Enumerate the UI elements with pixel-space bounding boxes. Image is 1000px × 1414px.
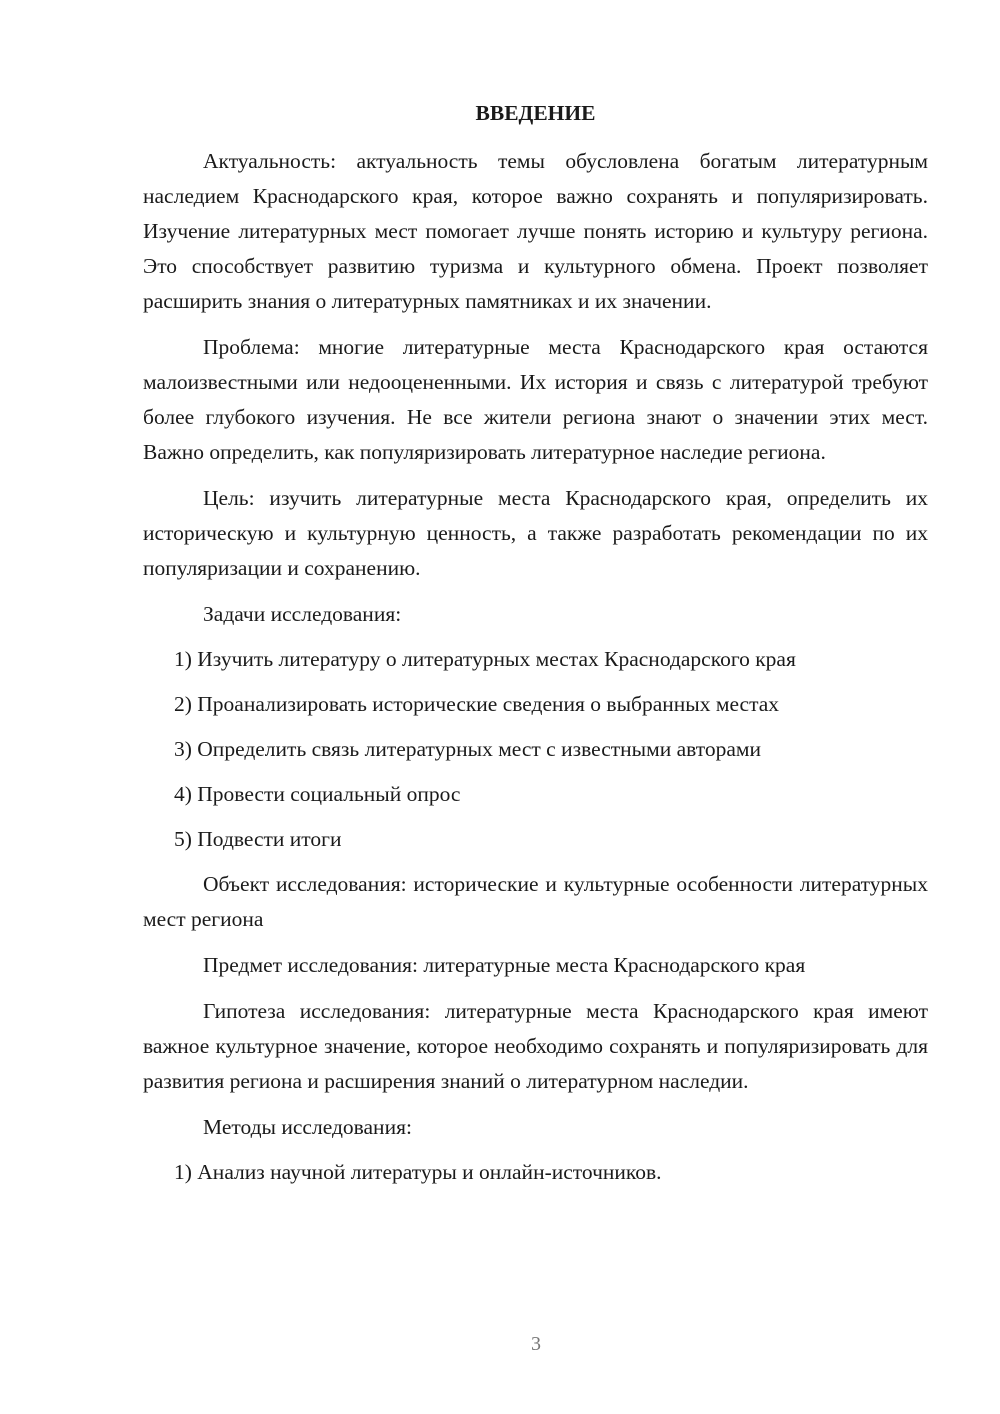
tasks-heading: Задачи исследования: [203, 602, 402, 626]
method-item: 1) Анализ научной литературы и онлайн-источников. [174, 1160, 662, 1184]
page-number: 3 [531, 1333, 541, 1355]
problem-paragraph: Проблема: многие литературные места Краснодарского края остаются малоизвестными или недооцененными. Их история и связь с литературой требуют более глубокого изучения. Не все жители региона знают о значении этих мест. Важно определить, как популяризировать литературное наследие региона. [143, 335, 928, 464]
task-item: 3) Определить связь литературных мест с известными авторами [174, 737, 762, 761]
task-item: 1) Изучить литературу о литературных местах Краснодарского края [174, 647, 796, 671]
task-item: 2) Проанализировать исторические сведения о выбранных местах [174, 692, 780, 716]
subject-paragraph: Предмет исследования: литературные места Краснодарского края [203, 953, 806, 977]
hypothesis-paragraph: Гипотеза исследования: литературные места Краснодарского края имеют важное культурное значение, которое необходимо сохранять и популяризировать для развития региона и расширения знаний о литературном наследии. [143, 999, 928, 1093]
section-title: ВВЕДЕНИЕ [475, 101, 596, 125]
relevance-paragraph: Актуальность: актуальность темы обусловлена богатым литературным наследием Краснодарского края, которое важно сохранять и популяризировать. Изучение литературных мест помогает лучше понять историю и культуру региона. Это способствует развитию туризма и культурного обмена. Проект позволяет расширить знания о литературных памятниках и их значении. [143, 149, 928, 313]
document-page [143, 96, 928, 1200]
task-item: 4) Провести социальный опрос [174, 782, 461, 806]
methods-heading: Методы исследования: [203, 1115, 412, 1139]
task-item: 5) Подвести итоги [174, 827, 342, 851]
object-paragraph: Объект исследования: исторические и культурные особенности литературных мест региона [143, 872, 928, 931]
goal-paragraph: Цель: изучить литературные места Краснодарского края, определить их историческую и культурную ценность, а также разработать рекомендации по их популяризации и сохранению. [143, 486, 928, 580]
